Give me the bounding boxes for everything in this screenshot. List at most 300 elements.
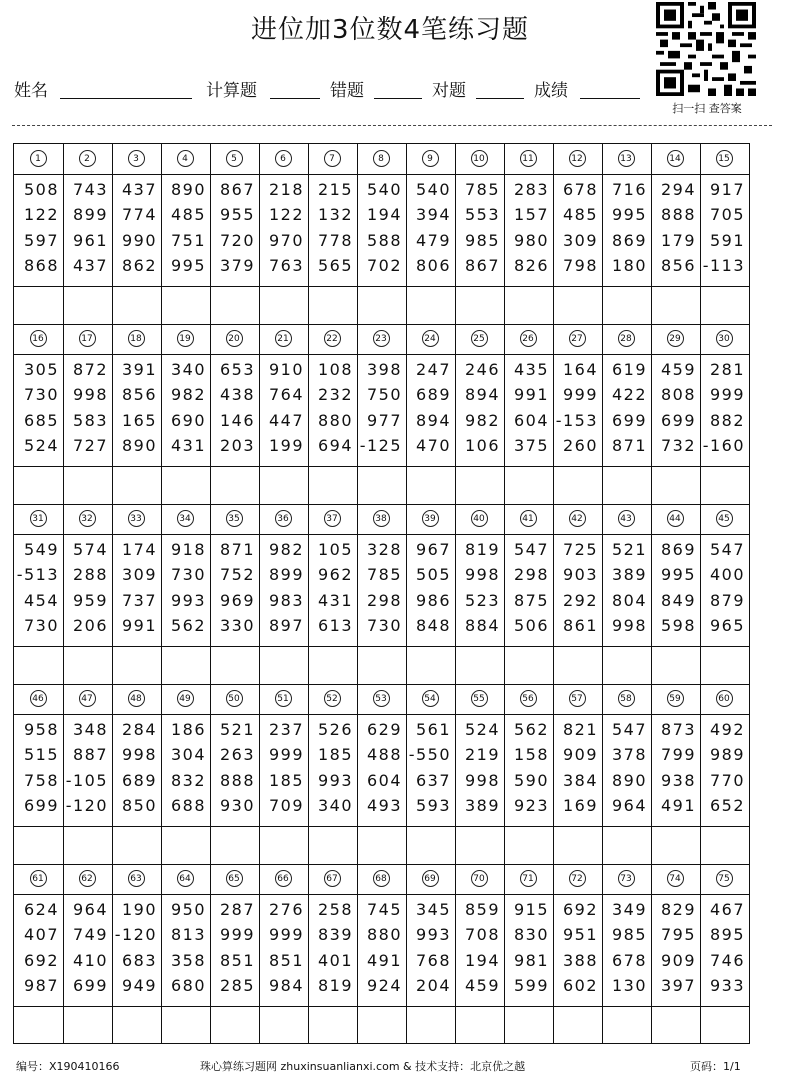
name-field-line[interactable] (60, 98, 192, 99)
addend-value: 407 (23, 925, 59, 945)
answer-box[interactable] (553, 286, 602, 324)
addend-value: 492 (709, 720, 745, 739)
answer-box[interactable] (455, 646, 504, 684)
problem-number: 17 (79, 330, 96, 347)
problem-cell (210, 684, 259, 864)
problem-number: 4 (177, 150, 194, 167)
answer-box[interactable] (161, 826, 210, 864)
addend-value: 637 (415, 770, 451, 790)
addend-value: 980 (513, 230, 549, 250)
problem-number: 56 (520, 690, 537, 707)
answer-box[interactable] (14, 826, 63, 864)
addend-value: 918 (170, 540, 206, 559)
answer-box[interactable] (553, 646, 602, 684)
addend-value: 950 (170, 900, 206, 919)
addend-value: 917 (709, 180, 745, 199)
answer-box[interactable] (308, 1006, 357, 1044)
answer-box[interactable] (210, 826, 259, 864)
answer-box[interactable] (112, 286, 161, 324)
problem-cell (700, 864, 749, 1044)
answer-box[interactable] (651, 826, 700, 864)
addend-value: -120 (114, 925, 157, 945)
answer-box[interactable] (504, 826, 553, 864)
problem-number: 53 (373, 690, 390, 707)
score-field-line[interactable] (580, 98, 640, 99)
addend-value: 894 (464, 385, 500, 405)
footer-id: 编号：X190410166 (16, 1060, 120, 1073)
addend-value: 540 (366, 180, 402, 199)
addend-value: 709 (268, 795, 304, 815)
problem-cell (504, 684, 553, 864)
column-divider (504, 144, 505, 1043)
addend-value: 995 (611, 205, 647, 225)
answer-box[interactable] (700, 826, 749, 864)
addend-value: 549 (23, 540, 59, 559)
addend-value: 871 (219, 540, 255, 559)
addend-value: 977 (366, 410, 402, 430)
problem-cell (63, 144, 112, 324)
answer-box[interactable] (357, 646, 406, 684)
answer-box[interactable] (406, 646, 455, 684)
addend-value: 194 (366, 205, 402, 225)
problem-number: 36 (275, 510, 292, 527)
addend-value: 899 (72, 205, 108, 225)
answer-box[interactable] (308, 286, 357, 324)
answer-box[interactable] (112, 1006, 161, 1044)
problem-number: 32 (79, 510, 96, 527)
addend-value: 869 (660, 540, 696, 559)
addend-value: 910 (268, 360, 304, 379)
answer-box[interactable] (210, 466, 259, 504)
problem-number: 68 (373, 870, 390, 887)
addend-value: 547 (709, 540, 745, 559)
problem-cell (308, 324, 357, 504)
problem-grid (13, 143, 750, 1044)
addend-value: 785 (464, 180, 500, 199)
problem-cell (112, 684, 161, 864)
problem-number: 25 (471, 330, 488, 347)
addend-value: 819 (464, 540, 500, 559)
addend-value: -513 (16, 565, 59, 585)
answer-box[interactable] (259, 466, 308, 504)
problem-cell (700, 684, 749, 864)
problem-cell (357, 144, 406, 324)
answer-box[interactable] (14, 286, 63, 324)
addend-value: 287 (219, 900, 255, 919)
addend-value: 602 (562, 975, 598, 995)
problem-cell (210, 324, 259, 504)
addend-value: 583 (72, 410, 108, 430)
problem-number: 34 (177, 510, 194, 527)
answer-box[interactable] (161, 286, 210, 324)
answer-box[interactable] (112, 646, 161, 684)
problem-cell (651, 684, 700, 864)
column-divider (553, 144, 554, 1043)
column-divider (63, 144, 64, 1043)
answer-box[interactable] (504, 1006, 553, 1044)
answer-box[interactable] (700, 646, 749, 684)
addend-value: 185 (268, 770, 304, 790)
addend-value: 540 (415, 180, 451, 199)
answer-box[interactable] (406, 826, 455, 864)
column-divider (406, 144, 407, 1043)
answer-box[interactable] (112, 826, 161, 864)
answer-box[interactable] (259, 826, 308, 864)
addend-value: 158 (513, 745, 549, 765)
addend-value: 862 (121, 255, 157, 275)
answer-box[interactable] (651, 646, 700, 684)
footer-site: 珠心算练习题网 zhuxinsuanlianxi.com & 技术支持：北京优之越 (200, 1060, 526, 1073)
column-divider (700, 144, 701, 1043)
problem-number: 67 (324, 870, 341, 887)
addend-value: 991 (513, 385, 549, 405)
problem-number: 8 (373, 150, 390, 167)
answer-box[interactable] (63, 646, 112, 684)
addend-value: 459 (660, 360, 696, 379)
answer-box[interactable] (553, 466, 602, 504)
addend-value: 832 (170, 770, 206, 790)
answer-box[interactable] (63, 466, 112, 504)
problem-number: 46 (30, 690, 47, 707)
answer-box[interactable] (14, 646, 63, 684)
answer-box[interactable] (357, 826, 406, 864)
answer-box[interactable] (406, 1006, 455, 1044)
addend-value: 993 (170, 590, 206, 610)
addend-value: 993 (317, 770, 353, 790)
answer-box[interactable] (357, 1006, 406, 1044)
addend-value: 869 (611, 230, 647, 250)
answer-box[interactable] (700, 1006, 749, 1044)
addend-value: 219 (464, 745, 500, 765)
problem-cell (210, 144, 259, 324)
problem-number: 26 (520, 330, 537, 347)
answer-box[interactable] (455, 286, 504, 324)
addend-value: 281 (709, 360, 745, 379)
addend-value: 690 (170, 410, 206, 430)
addend-value: 485 (170, 205, 206, 225)
addend-value: 304 (170, 745, 206, 765)
answer-box[interactable] (455, 466, 504, 504)
column-divider (259, 144, 260, 1043)
addend-value: 680 (170, 975, 206, 995)
addend-value: 232 (317, 385, 353, 405)
problem-number: 61 (30, 870, 47, 887)
problem-cell (308, 864, 357, 1044)
addend-value: 454 (23, 590, 59, 610)
addend-value: 871 (611, 435, 647, 455)
addend-value: 292 (562, 590, 598, 610)
addend-value: 699 (23, 795, 59, 815)
problem-number: 14 (667, 150, 684, 167)
addend-value: 263 (219, 745, 255, 765)
addend-value: 897 (268, 615, 304, 635)
answer-box[interactable] (210, 1006, 259, 1044)
answer-box[interactable] (602, 466, 651, 504)
problem-cell (406, 864, 455, 1044)
addend-value: 716 (611, 180, 647, 199)
problem-number: 64 (177, 870, 194, 887)
addend-value: 982 (464, 410, 500, 430)
addend-value: 699 (660, 410, 696, 430)
addend-value: 909 (660, 950, 696, 970)
name-label: 姓名 (14, 81, 48, 101)
answer-box[interactable] (308, 646, 357, 684)
addend-value: 964 (611, 795, 647, 815)
addend-value: 437 (72, 255, 108, 275)
addend-value: 985 (464, 230, 500, 250)
addend-value: 890 (121, 435, 157, 455)
addend-value: 524 (464, 720, 500, 739)
addend-value: 872 (72, 360, 108, 379)
addend-value: 597 (23, 230, 59, 250)
answer-box[interactable] (406, 466, 455, 504)
answer-box[interactable] (553, 826, 602, 864)
problem-cell (406, 324, 455, 504)
problem-number: 60 (716, 690, 733, 707)
addend-value: 732 (660, 435, 696, 455)
problem-cell (602, 684, 651, 864)
problem-number: 52 (324, 690, 341, 707)
answer-box[interactable] (259, 1006, 308, 1044)
problem-cell (210, 864, 259, 1044)
addend-value: 294 (660, 180, 696, 199)
addend-value: 169 (562, 795, 598, 815)
answer-box[interactable] (651, 286, 700, 324)
answer-box[interactable] (455, 1006, 504, 1044)
answer-box[interactable] (406, 286, 455, 324)
addend-value: 785 (366, 565, 402, 585)
addend-value: 961 (72, 230, 108, 250)
addend-value: 157 (513, 205, 549, 225)
answer-box[interactable] (455, 826, 504, 864)
calc-field-line[interactable] (270, 98, 320, 99)
addend-value: 708 (464, 925, 500, 945)
addend-value: 180 (611, 255, 647, 275)
addend-value: 749 (72, 925, 108, 945)
addend-value: 194 (464, 950, 500, 970)
addend-value: 508 (23, 180, 59, 199)
problem-cell (14, 504, 63, 684)
addend-value: 851 (268, 950, 304, 970)
addend-value: 685 (23, 410, 59, 430)
answer-box[interactable] (14, 466, 63, 504)
addend-value: 899 (268, 565, 304, 585)
addend-value: 730 (23, 385, 59, 405)
addend-value: 702 (366, 255, 402, 275)
problem-number: 55 (471, 690, 488, 707)
addend-value: 813 (170, 925, 206, 945)
problem-number: 58 (618, 690, 635, 707)
problem-cell (14, 324, 63, 504)
problem-number: 69 (422, 870, 439, 887)
problem-cell (14, 864, 63, 1044)
addend-value: 683 (121, 950, 157, 970)
addend-value: 122 (23, 205, 59, 225)
problem-number: 62 (79, 870, 96, 887)
answer-box[interactable] (259, 646, 308, 684)
addend-value: 305 (23, 360, 59, 379)
answer-box[interactable] (357, 286, 406, 324)
addend-value: 437 (121, 180, 157, 199)
problem-number: 42 (569, 510, 586, 527)
problem-number: 10 (471, 150, 488, 167)
answer-box[interactable] (651, 1006, 700, 1044)
answer-box[interactable] (504, 286, 553, 324)
addend-value: 999 (709, 385, 745, 405)
problem-cell (455, 504, 504, 684)
addend-value: 705 (709, 205, 745, 225)
problem-cell (406, 504, 455, 684)
addend-value: 821 (562, 720, 598, 739)
problem-number: 75 (716, 870, 733, 887)
answer-box[interactable] (210, 646, 259, 684)
addend-value: 998 (464, 565, 500, 585)
problem-cell (161, 144, 210, 324)
addend-value: 727 (72, 435, 108, 455)
answer-box[interactable] (357, 466, 406, 504)
answer-box[interactable] (210, 286, 259, 324)
problem-number: 65 (226, 870, 243, 887)
problem-cell (161, 504, 210, 684)
answer-box[interactable] (161, 1006, 210, 1044)
answer-box[interactable] (602, 286, 651, 324)
addend-value: 164 (562, 360, 598, 379)
problem-cell (357, 864, 406, 1044)
addend-value: 699 (72, 975, 108, 995)
problem-cell (161, 864, 210, 1044)
addend-value: 298 (513, 565, 549, 585)
problem-number: 73 (618, 870, 635, 887)
answer-box[interactable] (504, 466, 553, 504)
addend-value: 397 (660, 975, 696, 995)
calc-label: 计算题 (206, 81, 257, 101)
addend-value: 851 (219, 950, 255, 970)
problem-number: 22 (324, 330, 341, 347)
problem-cell (553, 684, 602, 864)
addend-value: 964 (72, 900, 108, 919)
addend-value: 345 (415, 900, 451, 919)
addend-value: 826 (513, 255, 549, 275)
addend-value: 768 (415, 950, 451, 970)
addend-value: 132 (317, 205, 353, 225)
answer-box[interactable] (161, 466, 210, 504)
page-title: 进位加3位数4笔练习题 (250, 15, 530, 45)
addend-value: 276 (268, 900, 304, 919)
problem-number: 35 (226, 510, 243, 527)
problem-cell (651, 324, 700, 504)
problem-number: 71 (520, 870, 537, 887)
addend-value: 730 (366, 615, 402, 635)
column-divider (455, 144, 456, 1043)
column-divider (112, 144, 113, 1043)
addend-value: 995 (170, 255, 206, 275)
answer-box[interactable] (602, 826, 651, 864)
answer-box[interactable] (112, 466, 161, 504)
answer-box[interactable] (63, 826, 112, 864)
problem-cell (308, 144, 357, 324)
answer-box[interactable] (700, 286, 749, 324)
addend-value: 933 (709, 975, 745, 995)
problem-cell (161, 684, 210, 864)
problem-number: 20 (226, 330, 243, 347)
addend-value: 764 (268, 385, 304, 405)
problem-number: 6 (275, 150, 292, 167)
problem-number: 33 (128, 510, 145, 527)
problem-cell (357, 504, 406, 684)
right-label: 对题 (432, 81, 466, 101)
addend-value: 506 (513, 615, 549, 635)
addend-value: 859 (464, 900, 500, 919)
addend-value: 991 (121, 615, 157, 635)
answer-box[interactable] (602, 1006, 651, 1044)
problem-number: 43 (618, 510, 635, 527)
problem-cell (504, 144, 553, 324)
answer-box[interactable] (553, 1006, 602, 1044)
problem-number: 48 (128, 690, 145, 707)
problem-cell (651, 144, 700, 324)
footer (0, 1056, 800, 1074)
problem-cell (63, 684, 112, 864)
answer-box[interactable] (63, 1006, 112, 1044)
problem-cell (112, 864, 161, 1044)
problem-number: 70 (471, 870, 488, 887)
answer-box[interactable] (700, 466, 749, 504)
addend-value: 848 (415, 615, 451, 635)
problem-cell (455, 864, 504, 1044)
wrong-field-line[interactable] (374, 98, 422, 99)
answer-box[interactable] (14, 1006, 63, 1044)
addend-value: 884 (464, 615, 500, 635)
addend-value: 431 (317, 590, 353, 610)
addend-value: 875 (513, 590, 549, 610)
addend-value: 389 (464, 795, 500, 815)
addend-value: 751 (170, 230, 206, 250)
answer-box[interactable] (308, 466, 357, 504)
addend-value: 401 (317, 950, 353, 970)
answer-box[interactable] (63, 286, 112, 324)
answer-box[interactable] (161, 646, 210, 684)
problem-cell (553, 864, 602, 1044)
addend-value: 938 (660, 770, 696, 790)
addend-value: 951 (562, 925, 598, 945)
addend-value: 653 (219, 360, 255, 379)
answer-box[interactable] (504, 646, 553, 684)
addend-value: 185 (317, 745, 353, 765)
addend-value: 547 (513, 540, 549, 559)
addend-value: 692 (562, 900, 598, 919)
addend-value: 689 (121, 770, 157, 790)
answer-box[interactable] (308, 826, 357, 864)
right-field-line[interactable] (476, 98, 524, 99)
qr-code-icon[interactable] (656, 2, 756, 96)
addend-value: 985 (611, 925, 647, 945)
addend-value: 186 (170, 720, 206, 739)
problem-number: 47 (79, 690, 96, 707)
problem-cell (651, 864, 700, 1044)
column-divider (602, 144, 603, 1043)
addend-value: 984 (268, 975, 304, 995)
problem-number: 1 (30, 150, 47, 167)
qr-caption: 扫一扫 查答案 (672, 102, 742, 115)
addend-value: 130 (611, 975, 647, 995)
problem-cell (308, 684, 357, 864)
answer-box[interactable] (651, 466, 700, 504)
addend-value: 467 (709, 900, 745, 919)
addend-value: 593 (415, 795, 451, 815)
answer-box[interactable] (259, 286, 308, 324)
addend-value: 730 (170, 565, 206, 585)
answer-box[interactable] (602, 646, 651, 684)
